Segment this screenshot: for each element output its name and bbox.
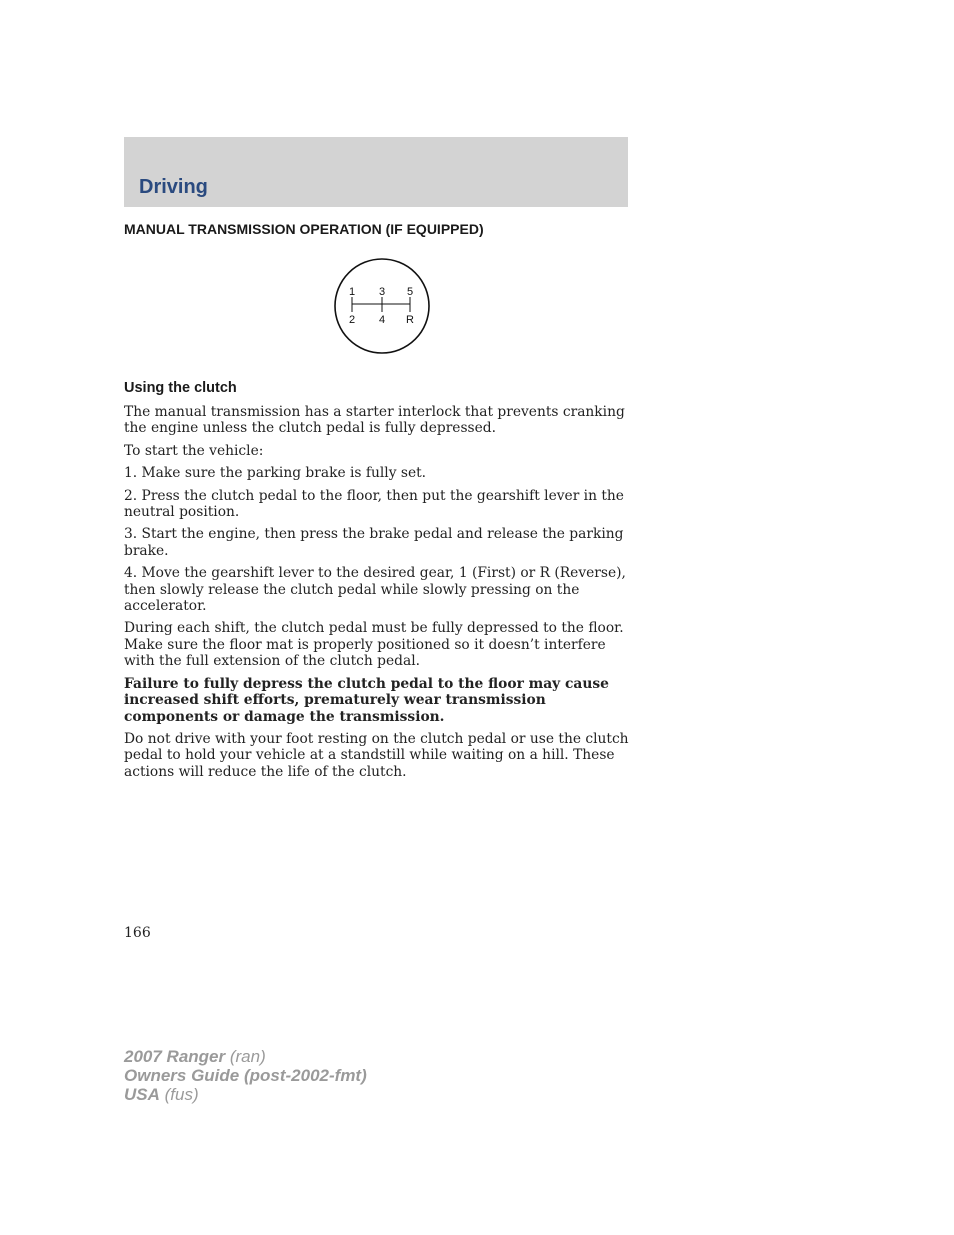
subheading: Using the clutch: [124, 380, 237, 396]
gearshift-pattern-diagram: [332, 256, 432, 356]
paragraph: The manual transmission has a starter interlock that prevents cranking the engine unless the clutch pedal is fully depressed.: [124, 404, 625, 437]
paragraph: To start the vehicle:: [124, 442, 264, 459]
warning-paragraph: Failure to fully depress the clutch pedal to the floor may cause increased shift efforts, prematurely wear transmission components or damage the transmission.: [124, 675, 609, 725]
page-heading: MANUAL TRANSMISSION OPERATION (IF EQUIPPED): [124, 221, 484, 237]
gear-label-1: 1: [348, 286, 356, 298]
page-number: 166: [124, 925, 151, 941]
footer-line-1: 2007 Ranger (ran): [124, 1047, 266, 1066]
section-title: Driving: [139, 176, 208, 198]
gear-label-4: 4: [378, 314, 386, 326]
document-footer: [124, 1047, 367, 1104]
gear-label-3: 3: [378, 286, 386, 298]
gear-label-2: 2: [348, 314, 356, 326]
list-step: 1. Make sure the parking brake is fully set.: [124, 465, 427, 482]
list-step: 4. Move the gearshift lever to the desired gear, 1 (First) or R (Reverse), then slowly release the clutch pedal while slowly pressing on the accelerator.: [124, 565, 626, 615]
list-step: 3. Start the engine, then press the brake pedal and release the parking brake.: [124, 526, 624, 559]
footer-line-2: Owners Guide (post-2002-fmt): [124, 1066, 367, 1085]
gear-label-5: 5: [406, 286, 414, 298]
paragraph: During each shift, the clutch pedal must be fully depressed to the floor. Make sure the floor mat is properly positioned so it doesn’t interfere with the full extension of the clutch pedal.: [124, 620, 624, 670]
footer-line-3: USA (fus): [124, 1085, 199, 1104]
body-text: [124, 404, 630, 786]
paragraph: Do not drive with your foot resting on the clutch pedal or use the clutch pedal to hold your vehicle at a standstill while waiting on a hill. These actions will reduce the life of the clutch.: [124, 730, 629, 780]
gear-label-r: R: [406, 314, 414, 326]
list-step: 2. Press the clutch pedal to the floor, then put the gearshift lever in the neutral position.: [124, 487, 624, 521]
